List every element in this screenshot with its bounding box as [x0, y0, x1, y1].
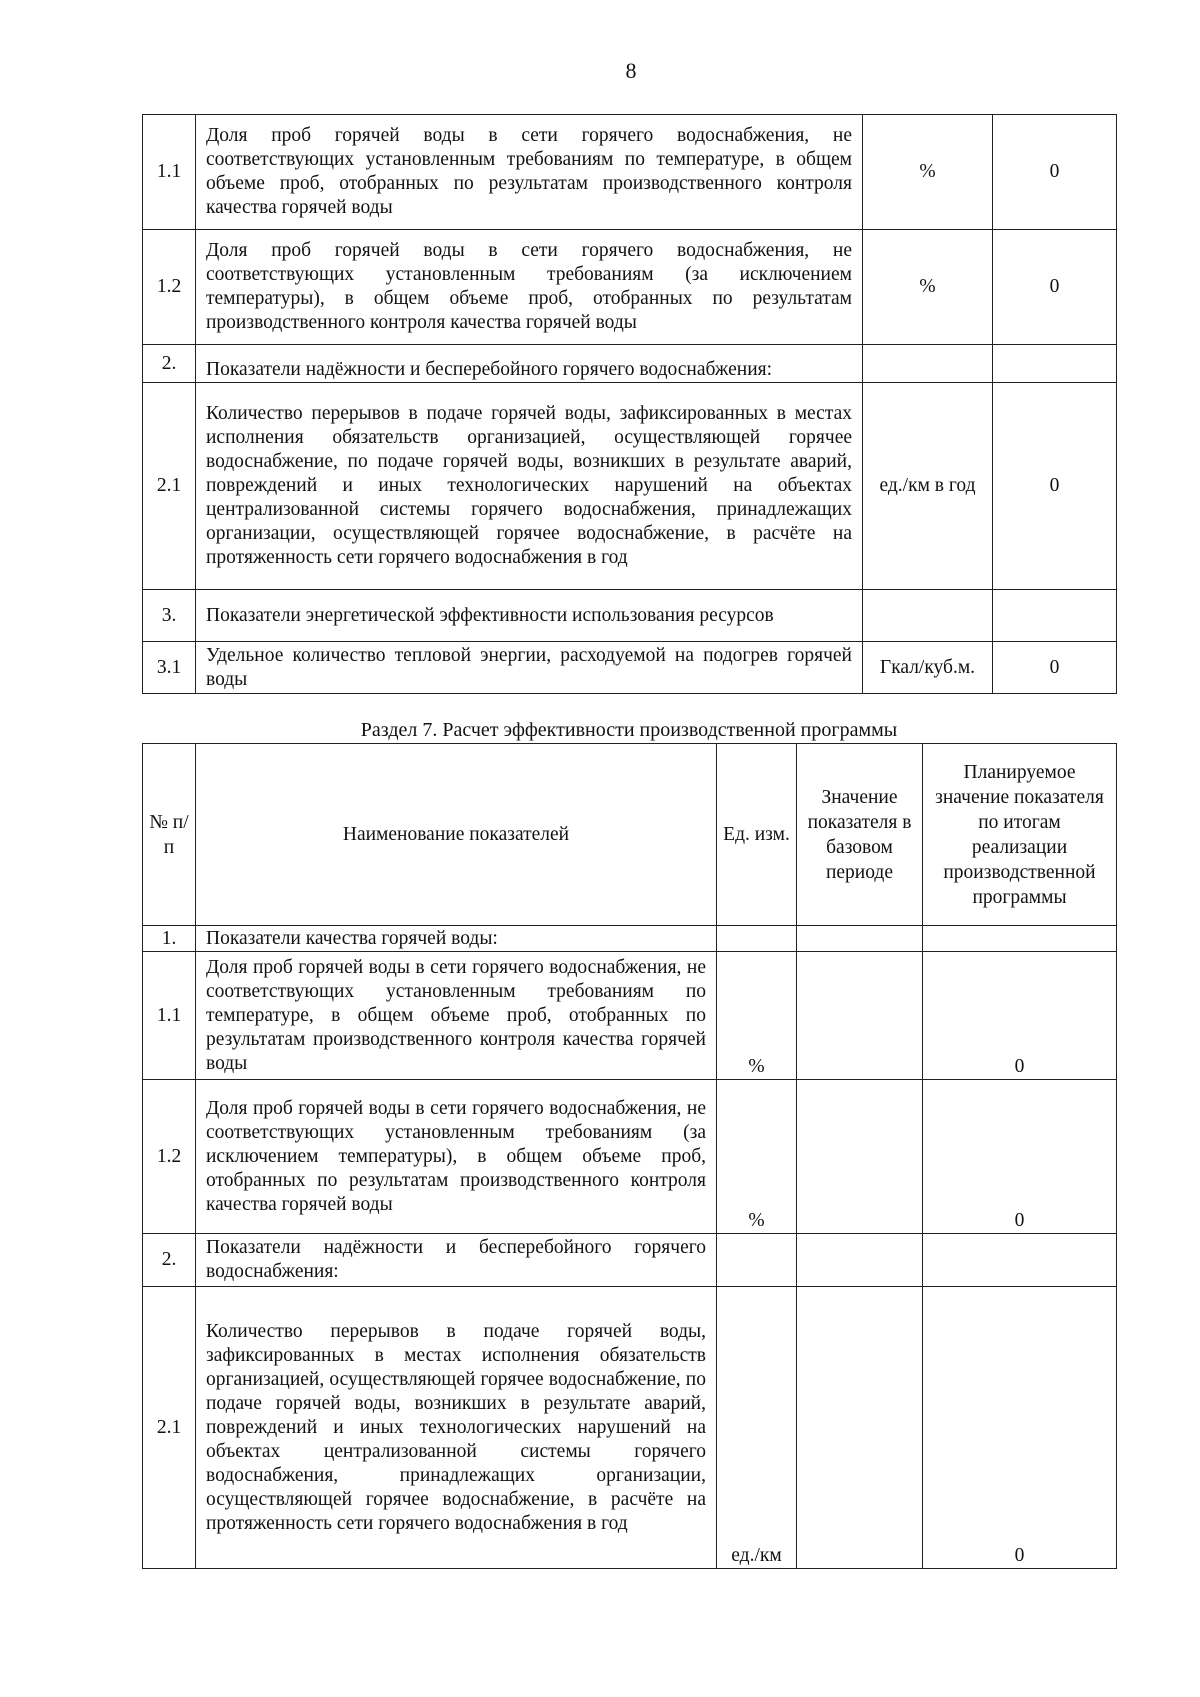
value-cell: 0: [993, 383, 1117, 590]
table-row: [143, 230, 1117, 345]
row-number: 1.1: [143, 115, 196, 230]
table-row: [143, 642, 1117, 694]
base-value-cell: [797, 1234, 923, 1287]
row-number: 1.2: [143, 230, 196, 345]
planned-value-cell: 0: [923, 1287, 1117, 1569]
table-row: [143, 1234, 1117, 1287]
table-row: [143, 345, 1117, 383]
table-row: [143, 1287, 1117, 1569]
row-number: 2.1: [143, 383, 196, 590]
planned-value-cell: [923, 1234, 1117, 1287]
table-row: [143, 926, 1117, 952]
section-heading: Показатели энергетической эффективности использования ресурсов: [196, 590, 863, 642]
section-title: Раздел 7. Расчет эффективности производственной программы: [360, 719, 898, 741]
unit-cell: [863, 590, 993, 642]
column-header-number: № п/п: [143, 744, 196, 926]
unit-cell: ед./км: [717, 1287, 797, 1569]
table-row: [143, 590, 1117, 642]
indicator-name: Доля проб горячей воды в сети горячего водоснабжения, не соответствующих установленным требованиям по температуре, в общем объеме проб, отобранных по результатам производственного контроля качества горячей воды: [196, 952, 717, 1080]
unit-cell: %: [863, 230, 993, 345]
value-cell: 0: [993, 115, 1117, 230]
indicator-name: Количество перерывов в подаче горячей воды, зафиксированных в местах исполнения обязательств организацией, осуществляющей горячее водоснабжение, по подаче горячей воды, возникших в результате аварий, повреждений и иных технологических нарушений на объектах централизованной системы горячего водоснабжения, принадлежащих организации, осуществляющей горячее водоснабжение, в расчёте на протяженность сети горячего водоснабжения в год: [196, 1287, 717, 1569]
table-row: [143, 383, 1117, 590]
section-heading: Показатели надёжности и бесперебойного горячего водоснабжения:: [196, 345, 863, 383]
indicator-name: Количество перерывов в подаче горячей воды, зафиксированных в местах исполнения обязательств организацией, осуществляющей горячее водоснабжение, по подаче горячей воды, возникших в результате аварий, повреждений и иных технологических нарушений на объектах централизованной системы горячего водоснабжения, принадлежащих организации, осуществляющей горячее водоснабжение, в расчёте на протяженность сети горячего водоснабжения в год: [196, 383, 863, 590]
unit-cell: %: [863, 115, 993, 230]
indicator-name: Удельное количество тепловой энергии, расходуемой на подогрев горячей воды: [196, 642, 863, 694]
efficiency-table: [142, 743, 1117, 1569]
row-number: 2.: [143, 345, 196, 383]
unit-cell: [717, 926, 797, 952]
row-number: 1.2: [143, 1080, 196, 1234]
indicator-name: Доля проб горячей воды в сети горячего водоснабжения, не соответствующих установленным требованиям (за исключением температуры), в общем объеме проб, отобранных по результатам производственного контроля качества горячей воды: [196, 1080, 717, 1234]
base-value-cell: [797, 1287, 923, 1569]
base-value-cell: [797, 1080, 923, 1234]
column-header-planned-value: Планируемое значение показателя по итогам реализации производственной программы: [923, 744, 1117, 926]
section-heading: Показатели надёжности и бесперебойного горячего водоснабжения:: [196, 1234, 717, 1287]
row-number: 1.1: [143, 952, 196, 1080]
unit-cell: %: [717, 952, 797, 1080]
page-number: 8: [625, 58, 637, 83]
unit-cell: %: [717, 1080, 797, 1234]
value-cell: 0: [993, 230, 1117, 345]
base-value-cell: [797, 926, 923, 952]
planned-value-cell: 0: [923, 1080, 1117, 1234]
row-number: 3.1: [143, 642, 196, 694]
column-header-unit: Ед. изм.: [717, 744, 797, 926]
value-cell: [993, 590, 1117, 642]
unit-cell: [863, 345, 993, 383]
unit-cell: Гкал/куб.м.: [863, 642, 993, 694]
unit-cell: [717, 1234, 797, 1287]
table-row: [143, 1080, 1117, 1234]
value-cell: [993, 345, 1117, 383]
row-number: 3.: [143, 590, 196, 642]
table-header-row: [143, 744, 1117, 926]
table-row: [143, 115, 1117, 230]
planned-value-cell: 0: [923, 952, 1117, 1080]
column-header-name: Наименование показателей: [196, 744, 717, 926]
column-header-base-value: Значение показателя в базовом периоде: [797, 744, 923, 926]
row-number: 2.: [143, 1234, 196, 1287]
section-heading: Показатели качества горячей воды:: [196, 926, 717, 952]
planned-value-cell: [923, 926, 1117, 952]
unit-cell: ед./км в год: [863, 383, 993, 590]
indicator-name: Доля проб горячей воды в сети горячего водоснабжения, не соответствующих установленным требованиям по температуре, в общем объеме проб, отобранных по результатам производственного контроля качества горячей воды: [196, 115, 863, 230]
table-row: [143, 952, 1117, 1080]
row-number: 1.: [143, 926, 196, 952]
indicator-name: Доля проб горячей воды в сети горячего водоснабжения, не соответствующих установленным требованиям (за исключением температуры), в общем объеме проб, отобранных по результатам производственного контроля качества горячей воды: [196, 230, 863, 345]
row-number: 2.1: [143, 1287, 196, 1569]
value-cell: 0: [993, 642, 1117, 694]
base-value-cell: [797, 952, 923, 1080]
indicators-table-continued: [142, 114, 1117, 694]
